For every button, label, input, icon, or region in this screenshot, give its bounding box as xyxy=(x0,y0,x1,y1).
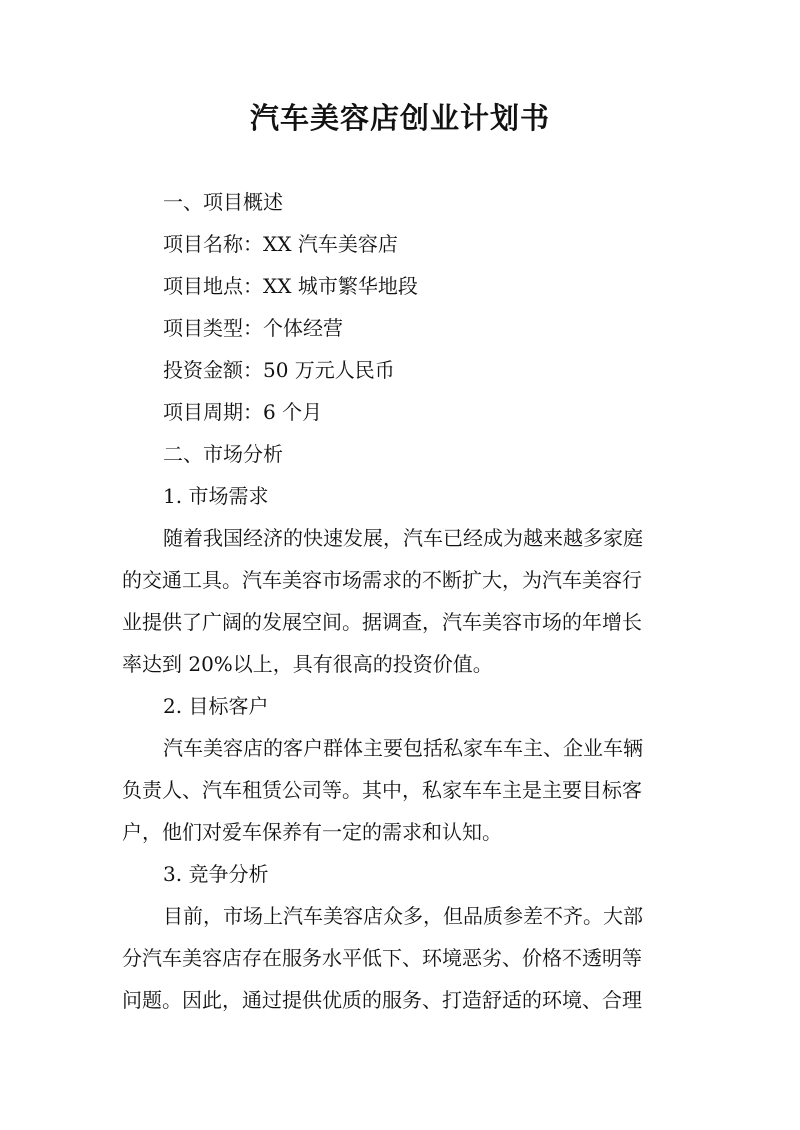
paragraph-line: 率达到 20%以上，具有很高的投资价值。 xyxy=(122,652,493,676)
paragraph-line: 负责人、汽车租赁公司等。其中，私家车车主是主要目标客 xyxy=(122,778,642,802)
project-period: 项目周期：6 个月 xyxy=(163,400,323,424)
section-heading-overview: 一、项目概述 xyxy=(163,190,283,214)
subheading-competition: 3. 竞争分析 xyxy=(163,862,269,886)
paragraph-line: 汽车美容店的客户群体主要包括私家车车主、企业车辆 xyxy=(163,736,643,760)
subheading-demand: 1. 市场需求 xyxy=(163,484,269,508)
subheading-customers: 2. 目标客户 xyxy=(163,694,269,718)
paragraph-line: 分汽车美容店存在服务水平低下、环境恶劣、价格不透明等 xyxy=(122,946,642,970)
project-investment: 投资金额：50 万元人民币 xyxy=(163,358,395,382)
paragraph-line: 问题。因此，通过提供优质的服务、打造舒适的环境、合理 xyxy=(122,988,642,1012)
project-type: 项目类型：个体经营 xyxy=(163,316,343,340)
project-location: 项目地点：XX 城市繁华地段 xyxy=(163,274,418,298)
project-name: 项目名称：XX 汽车美容店 xyxy=(163,232,398,256)
paragraph-line: 的交通工具。汽车美容市场需求的不断扩大，为汽车美容行 xyxy=(122,568,642,592)
paragraph-line: 户，他们对爱车保养有一定的需求和认知。 xyxy=(122,820,502,844)
section-heading-market: 二、市场分析 xyxy=(163,442,283,466)
document-title: 汽车美容店创业计划书 xyxy=(249,101,550,135)
paragraph-line: 业提供了广阔的发展空间。据调查，汽车美容市场的年增长 xyxy=(122,610,642,634)
paragraph-line: 随着我国经济的快速发展，汽车已经成为越来越多家庭 xyxy=(163,526,643,550)
paragraph-line: 目前，市场上汽车美容店众多，但品质参差不齐。大部 xyxy=(163,904,643,928)
